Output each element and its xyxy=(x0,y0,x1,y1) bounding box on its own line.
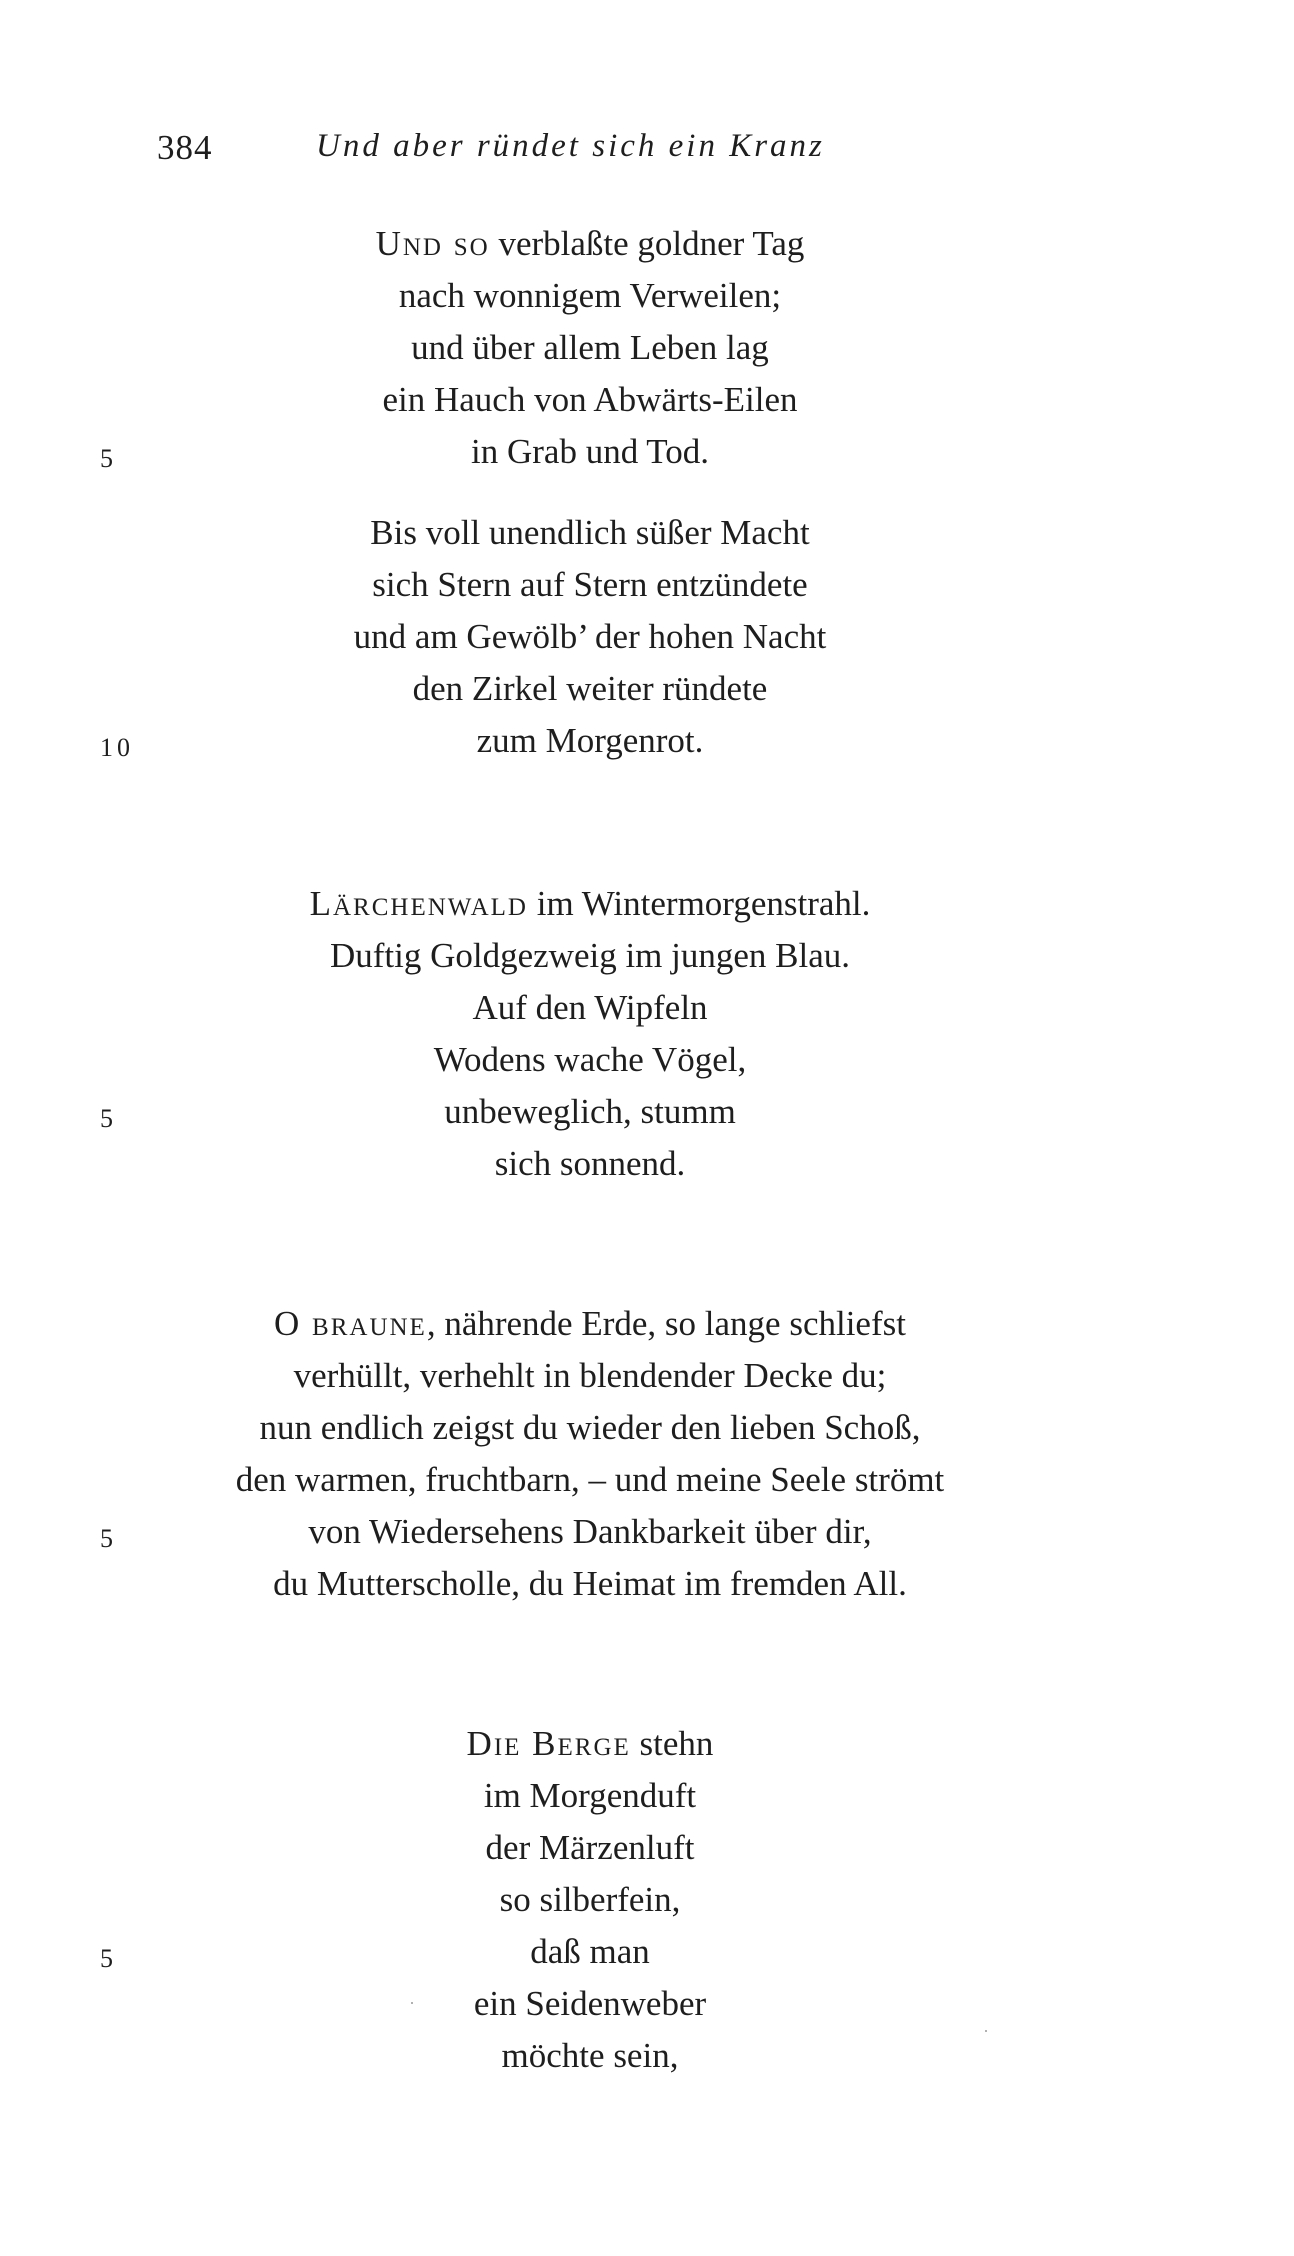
poem-line: und am Gewölb’ der hohen Nacht xyxy=(353,617,827,656)
poem-line: nun endlich zeigst du wieder den lieben Schoß, xyxy=(259,1408,921,1447)
running-title: Und aber ründet sich ein Kranz xyxy=(316,128,825,164)
poem-line: möchte sein, xyxy=(501,2036,679,2075)
page-number: 384 xyxy=(157,128,213,167)
print-speck xyxy=(411,2002,413,2004)
poem-line: sich sonnend. xyxy=(494,1144,686,1183)
poem-line: den Zirkel weiter ründete xyxy=(412,669,768,708)
line-number: 5 xyxy=(100,1524,117,1553)
poem-line: ein Seidenweber xyxy=(473,1984,707,2023)
line-number: 5 xyxy=(100,1944,117,1973)
poem-line: Auf den Wipfeln xyxy=(472,988,708,1027)
line-number: 10 xyxy=(100,733,134,762)
poem-line: nach wonnigem Verweilen; xyxy=(398,276,782,315)
poem-line: den warmen, fruchtbarn, – und meine Seele strömt xyxy=(235,1460,945,1499)
poem-line: und über allem Leben lag xyxy=(411,328,769,367)
poem-line-text: stehn xyxy=(630,1724,714,1763)
poem-line: du Mutterscholle, du Heimat im fremden All. xyxy=(273,1564,907,1603)
poem-line: im Morgenduft xyxy=(483,1776,697,1815)
poem-line: Duftig Goldgezweig im jungen Blau. xyxy=(329,936,851,975)
poem-line-text: , nährende Erde, so lange schliefst xyxy=(426,1304,906,1343)
poem-line: Wodens wache Vögel, xyxy=(433,1040,747,1079)
poem-line: zum Morgenrot. xyxy=(476,721,704,760)
poem-line: unbeweglich, stumm xyxy=(444,1092,736,1131)
poem-line xyxy=(0,1720,1180,1768)
poem-line: sich Stern auf Stern entzündete xyxy=(372,565,808,604)
poem-line-text: im Wintermorgenstrahl. xyxy=(527,884,871,923)
running-head xyxy=(0,128,1294,178)
line-number: 5 xyxy=(100,1104,117,1133)
print-speck xyxy=(985,2030,987,2032)
line-number: 5 xyxy=(100,444,117,473)
poem-line-text: verblaßte goldner Tag xyxy=(489,224,805,263)
poem-line xyxy=(0,880,1180,928)
poem-line: daß man xyxy=(530,1932,650,1971)
poem-line: der Märzenluft xyxy=(485,1828,695,1867)
poem-line: von Wiedersehens Dankbarkeit über dir, xyxy=(308,1512,872,1551)
poem-line: in Grab und Tod. xyxy=(471,432,709,471)
poem-line xyxy=(0,1300,1180,1348)
poem-line: verhüllt, verhehlt in blendender Decke du; xyxy=(293,1356,887,1395)
poem-line: so silberfein, xyxy=(499,1880,681,1919)
poem-line xyxy=(0,220,1180,268)
poem-line: ein Hauch von Abwärts-Eilen xyxy=(382,380,798,419)
poem-opening-words: O braune xyxy=(274,1304,427,1343)
poem-opening-words: Die Berge xyxy=(466,1724,631,1763)
poem-opening-words: Lärchenwald xyxy=(309,884,528,923)
poem-opening-words: Und so xyxy=(375,224,490,263)
poem-line: Bis voll unendlich süßer Macht xyxy=(370,513,810,552)
